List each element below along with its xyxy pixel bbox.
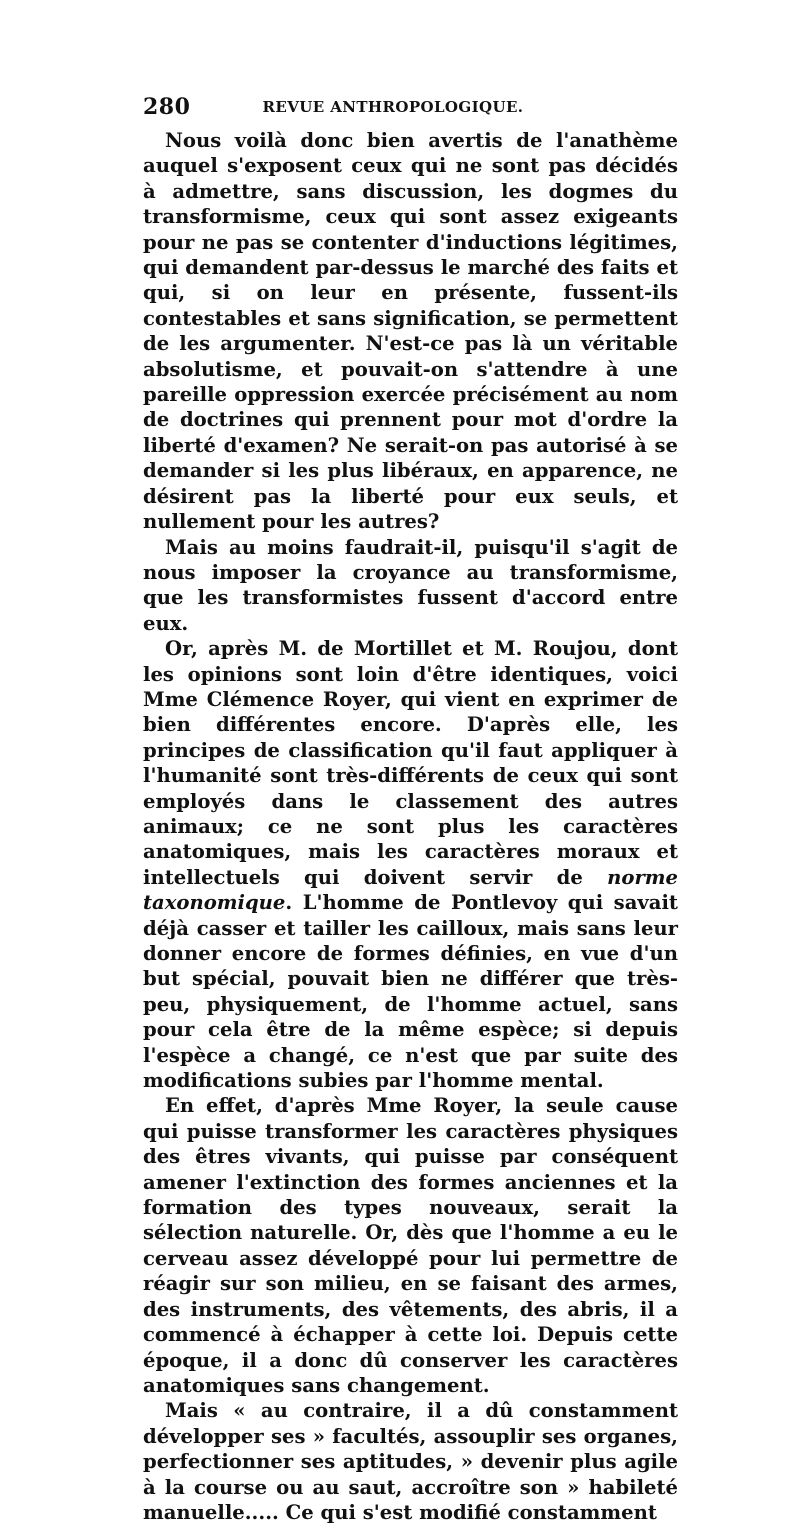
page-number: 280 xyxy=(143,94,191,120)
paragraph-3-part-2: . L'homme de Pontlevoy qui savait déjà casser et tailler les cailloux, mais sans leur donner encore de formes définies, en vue d'un but spécial, pouvait bien ne différer que très-peu, physiquement, de l'homme actuel, sans pour cela être de la même espèce; si depuis l'espèce a changé, ce n'est que par suite des modifications subies par l'homme mental. xyxy=(143,891,678,1093)
paragraph-4: En effet, d'après Mme Royer, la seule cause qui puisse transformer les caractères physiques des êtres vivants, qui puisse par conséquent amener l'extinction des formes anciennes et la formation des types nouveaux, serait la sélection naturelle. Or, dès que l'homme a eu le cerveau assez développé pour lui permettre de réagir sur son milieu, en se faisant des armes, des instruments, des vêtements, des abris, il a commencé à échapper à cette loi. Depuis cette époque, il a donc dû conserver les caractères anatomiques sans changement. xyxy=(143,1094,678,1397)
italic-term: norme taxonomique xyxy=(143,865,678,915)
running-head: REVUE ANTHROPOLOGIQUE. xyxy=(262,98,524,116)
paragraph-3 xyxy=(143,636,678,1093)
page-body xyxy=(143,128,678,1525)
paragraph-1: Nous voilà donc bien avertis de l'anathème auquel s'exposent ceux qui ne sont pas décidés à admettre, sans discussion, les dogmes du transformisme, ceux qui sont assez exigeants pour ne pas se contenter d'inductions légitimes, qui demandent par-dessus le marché des faits et qui, si on leur en présente, fussent-ils contestables et sans signification, se permettent de les argumenter. N'est-ce pas là un véritable absolutisme, et pouvait-on s'attendre à une pareille oppression exercée précisément au nom de doctrines qui prennent pour mot d'ordre la liberté d'examen? Ne serait-on pas autorisé à se demander si les plus libéraux, en apparence, ne désirent pas la liberté pour eux seuls, et nullement pour les autres? xyxy=(143,129,678,534)
paragraph-5: Mais « au contraire, il a dû constamment développer ses » facultés, assouplir ses organes, perfectionner ses aptitudes, » devenir plus agile à la course ou au saut, accroître son » habileté manuelle..... Ce qui s'est modifié constamment xyxy=(143,1399,678,1524)
page-header xyxy=(143,94,683,124)
paragraph-3-part-1: Or, après M. de Mortillet et M. Roujou, dont les opinions sont loin d'être identiques, voici Mme Clémence Royer, qui vient en exprimer de bien différentes encore. D'après elle, les principes de classification qu'il faut appliquer à l'humanité sont très-différents de ceux qui sont employés dans le classement des autres animaux; ce ne sont plus les caractères anatomiques, mais les caractères moraux et intellectuels qui doivent servir de xyxy=(143,637,678,889)
paragraph-2: Mais au moins faudrait-il, puisqu'il s'agit de nous imposer la croyance au transformisme, que les transformistes fussent d'accord entre eux. xyxy=(143,535,678,635)
